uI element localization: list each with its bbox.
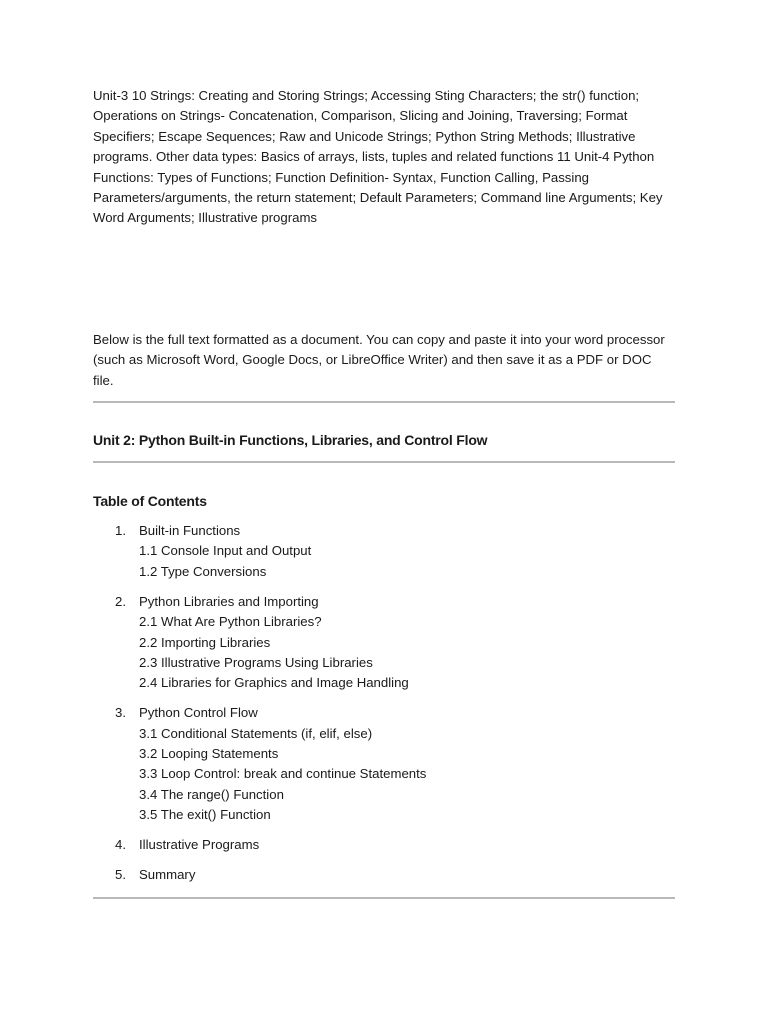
toc-subsection: 2.2 Importing Libraries (139, 634, 271, 650)
toc-subsection: 2.3 Illustrative Programs Using Libraries (139, 654, 373, 670)
toc-item-label: Illustrative Programs (139, 837, 260, 853)
formatting-note-paragraph: Below is the full text formatted as a document. You can copy and paste it into your word processor (such as Microsoft Word, Google Docs, or LibreOffice Writer) and then save it as a PDF or DOC file. (93, 332, 665, 388)
intro-paragraph: Unit-3 10 Strings: Creating and Storing Strings; Accessing Sting Characters; the str() function; Operations on Strings- Concatenation, Comparison, Slicing and Joining, Traversing; Format Specifiers; Escape Sequences; Raw and Unicode Strings; Python String Methods; Illustrative programs. Other data types: Basics of arrays, lists, tuples and related functions 11 Unit-4 Python Functions: Types of Functions; Function Definition- Syntax, Function Calling, Passing Parameters/arguments, the return statement; Default Parameters; Command line Arguments; Key Word Arguments; Illustrative programs (93, 88, 663, 226)
toc-item (93, 592, 675, 694)
toc-subsection-list (139, 724, 675, 826)
toc-item (93, 521, 675, 582)
table-of-contents (93, 521, 675, 895)
toc-subsection: 3.2 Looping Statements (139, 746, 279, 762)
toc-subsection: 3.3 Loop Control: break and continue Statements (139, 766, 427, 782)
toc-item-label: Python Control Flow (139, 705, 258, 721)
toc-item-label: Python Libraries and Importing (139, 593, 319, 609)
toc-item-label: Built-in Functions (139, 523, 241, 538)
toc-subsection-list (139, 541, 675, 582)
toc-subsection: 1.1 Console Input and Output (139, 543, 312, 559)
toc-item (93, 865, 675, 885)
toc-item (93, 835, 675, 855)
divider-bottom (93, 897, 675, 899)
toc-item-number: 4. (115, 837, 126, 853)
unit-title: Unit 2: Python Built-in Functions, Libraries, and Control Flow (93, 432, 488, 448)
toc-subsection: 3.5 The exit() Function (139, 807, 271, 823)
toc-subsection: 1.2 Type Conversions (139, 563, 267, 579)
toc-item-number: 5. (115, 867, 126, 883)
toc-subsection: 2.4 Libraries for Graphics and Image Handling (139, 675, 409, 691)
toc-item-number: 3. (115, 705, 126, 721)
toc-subsection: 2.1 What Are Python Libraries? (139, 614, 322, 630)
toc-heading: Table of Contents (93, 493, 207, 509)
toc-item-label: Summary (139, 867, 196, 883)
toc-item-number: 2. (115, 593, 126, 609)
toc-subsection: 3.4 The range() Function (139, 786, 284, 802)
divider-middle (93, 461, 675, 463)
toc-item (93, 703, 675, 825)
divider-top (93, 401, 675, 403)
toc-subsection: 3.1 Conditional Statements (if, elif, else) (139, 725, 373, 741)
toc-item-number: 1. (115, 523, 126, 538)
toc-subsection-list (139, 612, 675, 694)
